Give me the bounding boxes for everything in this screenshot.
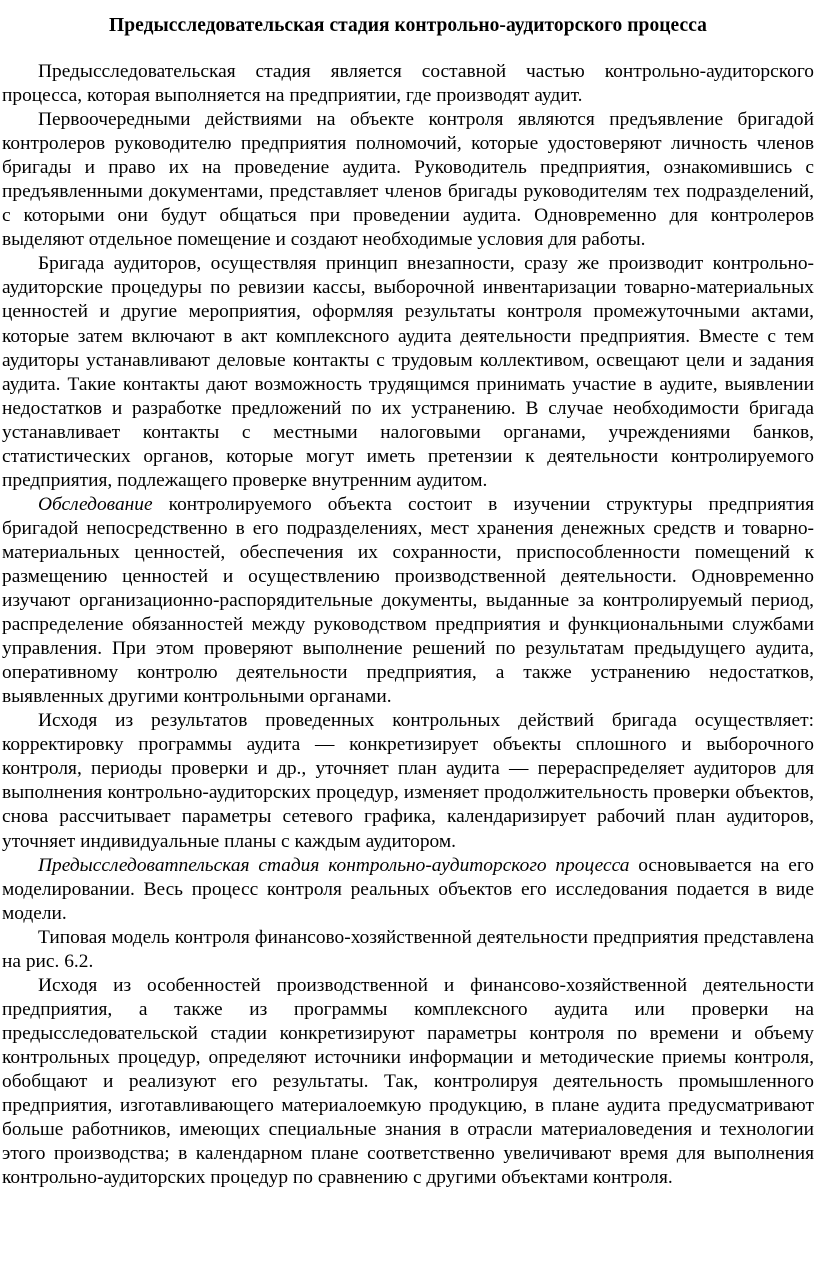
paragraph-text: Исходя из особенностей производственной и финансово-хозяйственной деятельности предприятия, а также из программы комплексного аудита или проверки на предысследовательской стадии конкретизируют параметры контроля по времени и объему контрольных процедур, определяют источники информации и методические приемы контроля, обобщают и реализуют его результаты. Так, контролируя деятельность промышленного предприятия, изготавливающего материалоемкую продукцию, в плане аудита предусматривают больше работников, имеющих специальные знания в отрасли материаловедения и технологии этого производства; в календарном плане соответственно увеличивают время для выполнения контрольно-аудиторских процедур по сравнению с другими объектами контроля. xyxy=(2,974,814,1189)
paragraph-3 xyxy=(2,252,814,492)
paragraph-7 xyxy=(2,926,814,974)
paragraph-text: Бригада аудиторов, осуществляя принцип внезапности, сразу же производит контрольно-аудиторские процедуры по ревизии кассы, выборочной инвентаризации товарно-материальных ценностей и другие мероприятия, оформляя результаты контроля промежуточными актами, которые затем включают в акт комплексного аудита деятельности предприятия. Вместе с тем аудиторы устанавливают деловые контакты с трудовым коллективом, освещают цели и задания аудита. Такие контакты дают возможность трудящимся принимать участие в аудите, выявлении недостатков и разработке предложений по их устранению. В случае необходимости бригада устанавливает контакты с местными налоговыми органами, учреждениями банков, статистических органов, которые могут иметь претензии к деятельности контролируемого предприятия, подлежащего проверке внутренним аудитом. xyxy=(2,253,814,491)
paragraph-4 xyxy=(2,493,814,709)
italic-term: Предысследоватпельская стадия контрольно-аудиторского процесса xyxy=(38,854,630,876)
paragraph-8 xyxy=(2,974,814,1190)
paragraph-1 xyxy=(2,60,814,108)
paragraph-text: Первоочередными действиями на объекте контроля являются предъявление бригадой контролеров руководителю предприятия полномочий, которые удостоверяют личность членов бригады и право их на проведение аудита. Руководитель предприятия, ознакомившись с предъявленными документами, представляет членов бригады руководителям тех подразделений, с которыми они будут общаться при проведении аудита. Одновременно для контролеров выделяют отдельное помещение и создают необходимые условия для работы. xyxy=(2,109,814,251)
paragraph-text: Исходя из результатов проведенных контрольных действий бригада осуществляет: корректировку программы аудита — конкретизирует объекты сплошного и выборочного контроля, периоды проверки и др., уточняет план аудита — перераспределяет аудиторов для выполнения контрольно-аудиторских процедур, изменяет продолжительность проверки объектов, снова рассчитывает параметры сетевого графика, календаризирует рабочий план аудиторов, уточняет индивидуальные планы с каждым аудитором. xyxy=(2,710,814,852)
paragraph-5 xyxy=(2,709,814,853)
paragraph-text: основывается на его моделировании. Весь процесс контроля реальных объектов его исследования подается в виде модели. xyxy=(2,854,814,924)
paragraph-2 xyxy=(2,108,814,252)
paragraph-text: контролируемого объекта состоит в изучении структуры предприятия бригадой непосредственно в его подразделениях, мест хранения денежных средств и товарно-материальных ценностей, обеспечения их сохранности, приспособленности помещений к размещению ценностей и осуществлению производственной деятельности. Одновременно изучают организационно-распорядительные документы, выданные за контролируемый период, распределение обязанностей между руководством предприятия и функциональными службами управления. При этом проверяют выполнение решений по результатам предыдущего аудита, оперативному контролю деятельности предприятия, а также устранению недостатков, выявленных другими контрольными органами. xyxy=(2,493,814,708)
paragraph-text: Типовая модель контроля финансово-хозяйственной деятельности предприятия представлена на рис. 6.2. xyxy=(2,926,814,972)
paragraph-6 xyxy=(2,854,814,926)
paragraph-text: Предысследовательская стадия является составной частью контрольно-аудиторского процесса, которая выполняется на предприятии, где производят аудит. xyxy=(2,61,814,107)
italic-term: Обследование xyxy=(38,493,153,515)
page-title: Предысследовательская стадия контрольно-аудиторского процесса xyxy=(109,15,707,36)
